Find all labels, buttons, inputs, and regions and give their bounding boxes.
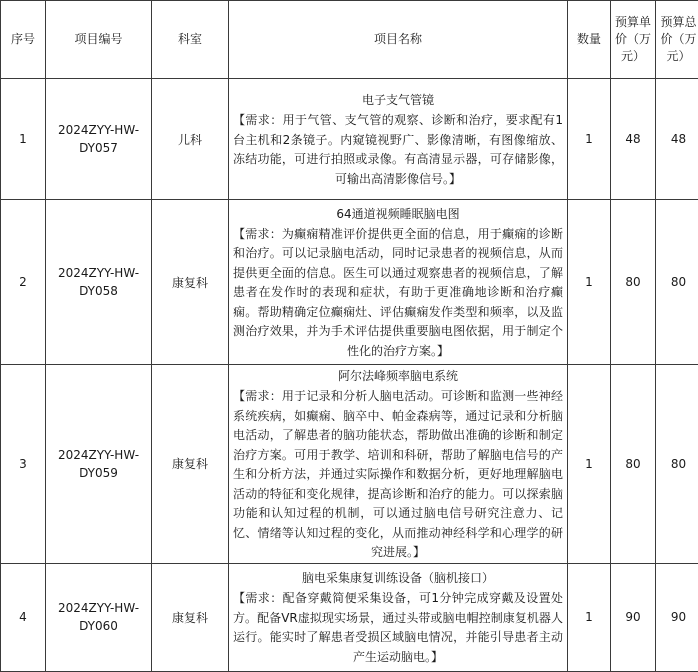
row-dept: 儿科 (152, 79, 229, 200)
header-unit-price: 预算单价（万元） (611, 1, 656, 79)
row-dept: 康复科 (152, 200, 229, 365)
row-unit-price: 80 (611, 365, 656, 564)
row-project (229, 79, 568, 200)
row-code: 2024ZYY-HW-DY059 (46, 365, 152, 564)
row-unit-price: 90 (611, 563, 656, 671)
row-idx: 4 (1, 563, 46, 671)
header-total: 预算总价（万元） (656, 1, 698, 79)
row-desc: 【需求：配备穿戴简便采集设备，可1分钟完成穿戴及设置处方。配备VR虚拟现实场景，通过头带或脑电帽控制康复机器人运行。能实时了解患者受损区域脑电情况，并能引导患者主动产生运动脑电。】 (229, 589, 567, 667)
header-name: 项目名称 (229, 1, 568, 79)
row-dept: 康复科 (152, 365, 229, 564)
row-code: 2024ZYY-HW-DY057 (46, 79, 152, 200)
row-total: 90 (656, 563, 698, 671)
row-total: 80 (656, 200, 698, 365)
header-code: 项目编号 (46, 1, 152, 79)
row-qty: 1 (568, 365, 611, 564)
row-project (229, 563, 568, 671)
row-unit-price: 48 (611, 79, 656, 200)
header-qty: 数量 (568, 1, 611, 79)
row-title: 电子支气管镜 (229, 91, 567, 109)
row-desc: 【需求：为癫痫精准评价提供更全面的信息，用于癫痫的诊断和治疗。可以记录脑电活动，同时记录患者的视频信息，从而提供更全面的信息。医生可以通过观察患者的视频信息，了解患者在发作时的表现和症状，有助于更准确地诊断和治疗癫痫。帮助精确定位癫痫灶、评估癫痫发作类型和频率，以及监测治疗效果，并为手术评估提供重要脑电图依据，用于制定个性化的治疗方案。】 (229, 225, 567, 362)
row-idx: 2 (1, 200, 46, 365)
row-total: 48 (656, 79, 698, 200)
table-row (1, 79, 698, 200)
row-dept: 康复科 (152, 563, 229, 671)
row-project (229, 200, 568, 365)
row-idx: 3 (1, 365, 46, 564)
row-project (229, 365, 568, 564)
row-qty: 1 (568, 563, 611, 671)
row-qty: 1 (568, 200, 611, 365)
row-desc: 【需求：用于气管、支气管的观察、诊断和治疗，要求配有1台主机和2条镜子。内窥镜视野广、影像清晰，有图像缩放、冻结功能，可进行拍照或录像。有高清显示器，可存储影像，可输出高清影像信号。】 (229, 111, 567, 189)
header-dept: 科室 (152, 1, 229, 79)
row-title: 64通道视频睡眠脑电图 (229, 205, 567, 223)
row-total: 80 (656, 365, 698, 564)
table-row (1, 365, 698, 564)
header-idx: 序号 (1, 1, 46, 79)
header-row (1, 1, 698, 79)
row-code: 2024ZYY-HW-DY058 (46, 200, 152, 365)
row-desc: 【需求：用于记录和分析人脑电活动。可诊断和监测一些神经系统疾病，如癫痫、脑卒中、帕金森病等，通过记录和分析脑电活动，了解患者的脑功能状态，帮助做出准确的诊断和制定治疗方案。可用于教学、培训和科研，帮助了解脑电信号的产生和分析方法，并通过实际操作和数据分析，更好地理解脑电活动的特征和变化规律，提高诊断和治疗的能力。可以探索脑功能和认知过程的机制，可以通过脑电信号研究注意力、记忆、情绪等认知过程的变化，从而推动神经科学和心理学的研究进展。】 (229, 387, 567, 563)
row-title: 阿尔法峰频率脑电系统 (229, 367, 567, 385)
row-title: 脑电采集康复训练设备（脑机接口） (229, 569, 567, 587)
row-idx: 1 (1, 79, 46, 200)
table-row (1, 200, 698, 365)
row-unit-price: 80 (611, 200, 656, 365)
table-row (1, 563, 698, 671)
row-qty: 1 (568, 79, 611, 200)
row-code: 2024ZYY-HW-DY060 (46, 563, 152, 671)
